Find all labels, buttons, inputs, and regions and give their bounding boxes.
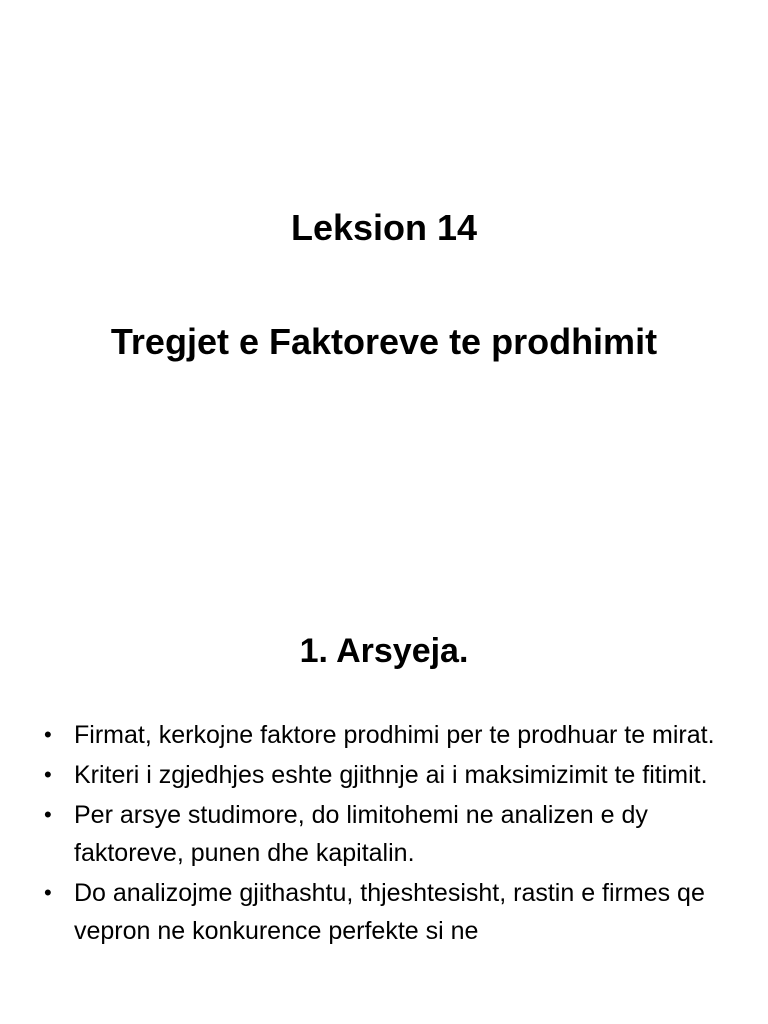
title-spacer	[0, 256, 768, 314]
bullet-item	[0, 756, 740, 794]
bullet-item	[0, 716, 740, 754]
slide-title	[0, 200, 768, 370]
bullet-icon: •	[44, 802, 52, 827]
lesson-title: Tregjet e Faktoreve te prodhimit	[110, 321, 658, 362]
bullet-item	[0, 796, 740, 872]
bullet-text: Per arsye studimore, do limitohemi ne analizen e dy faktoreve, punen dhe kapitalin.	[74, 801, 648, 867]
bullet-icon: •	[44, 880, 52, 905]
bullet-text: Kriteri i zgjedhjes eshte gjithnje ai i maksimizimit te fitimit.	[74, 761, 708, 789]
bullet-icon: •	[44, 762, 52, 787]
bullet-icon: •	[44, 722, 52, 747]
bullet-text: Do analizojme gjithashtu, thjeshtesisht, rastin e firmes qe vepron ne konkurence perfekte si ne	[74, 879, 705, 945]
lesson-number: Leksion 14	[290, 207, 478, 248]
section-heading: 1. Arsyeja.	[299, 632, 469, 670]
bullet-item	[0, 874, 740, 950]
bullet-list	[0, 716, 740, 952]
bullet-text: Firmat, kerkojne faktore prodhimi per te prodhuar te mirat.	[74, 721, 715, 749]
